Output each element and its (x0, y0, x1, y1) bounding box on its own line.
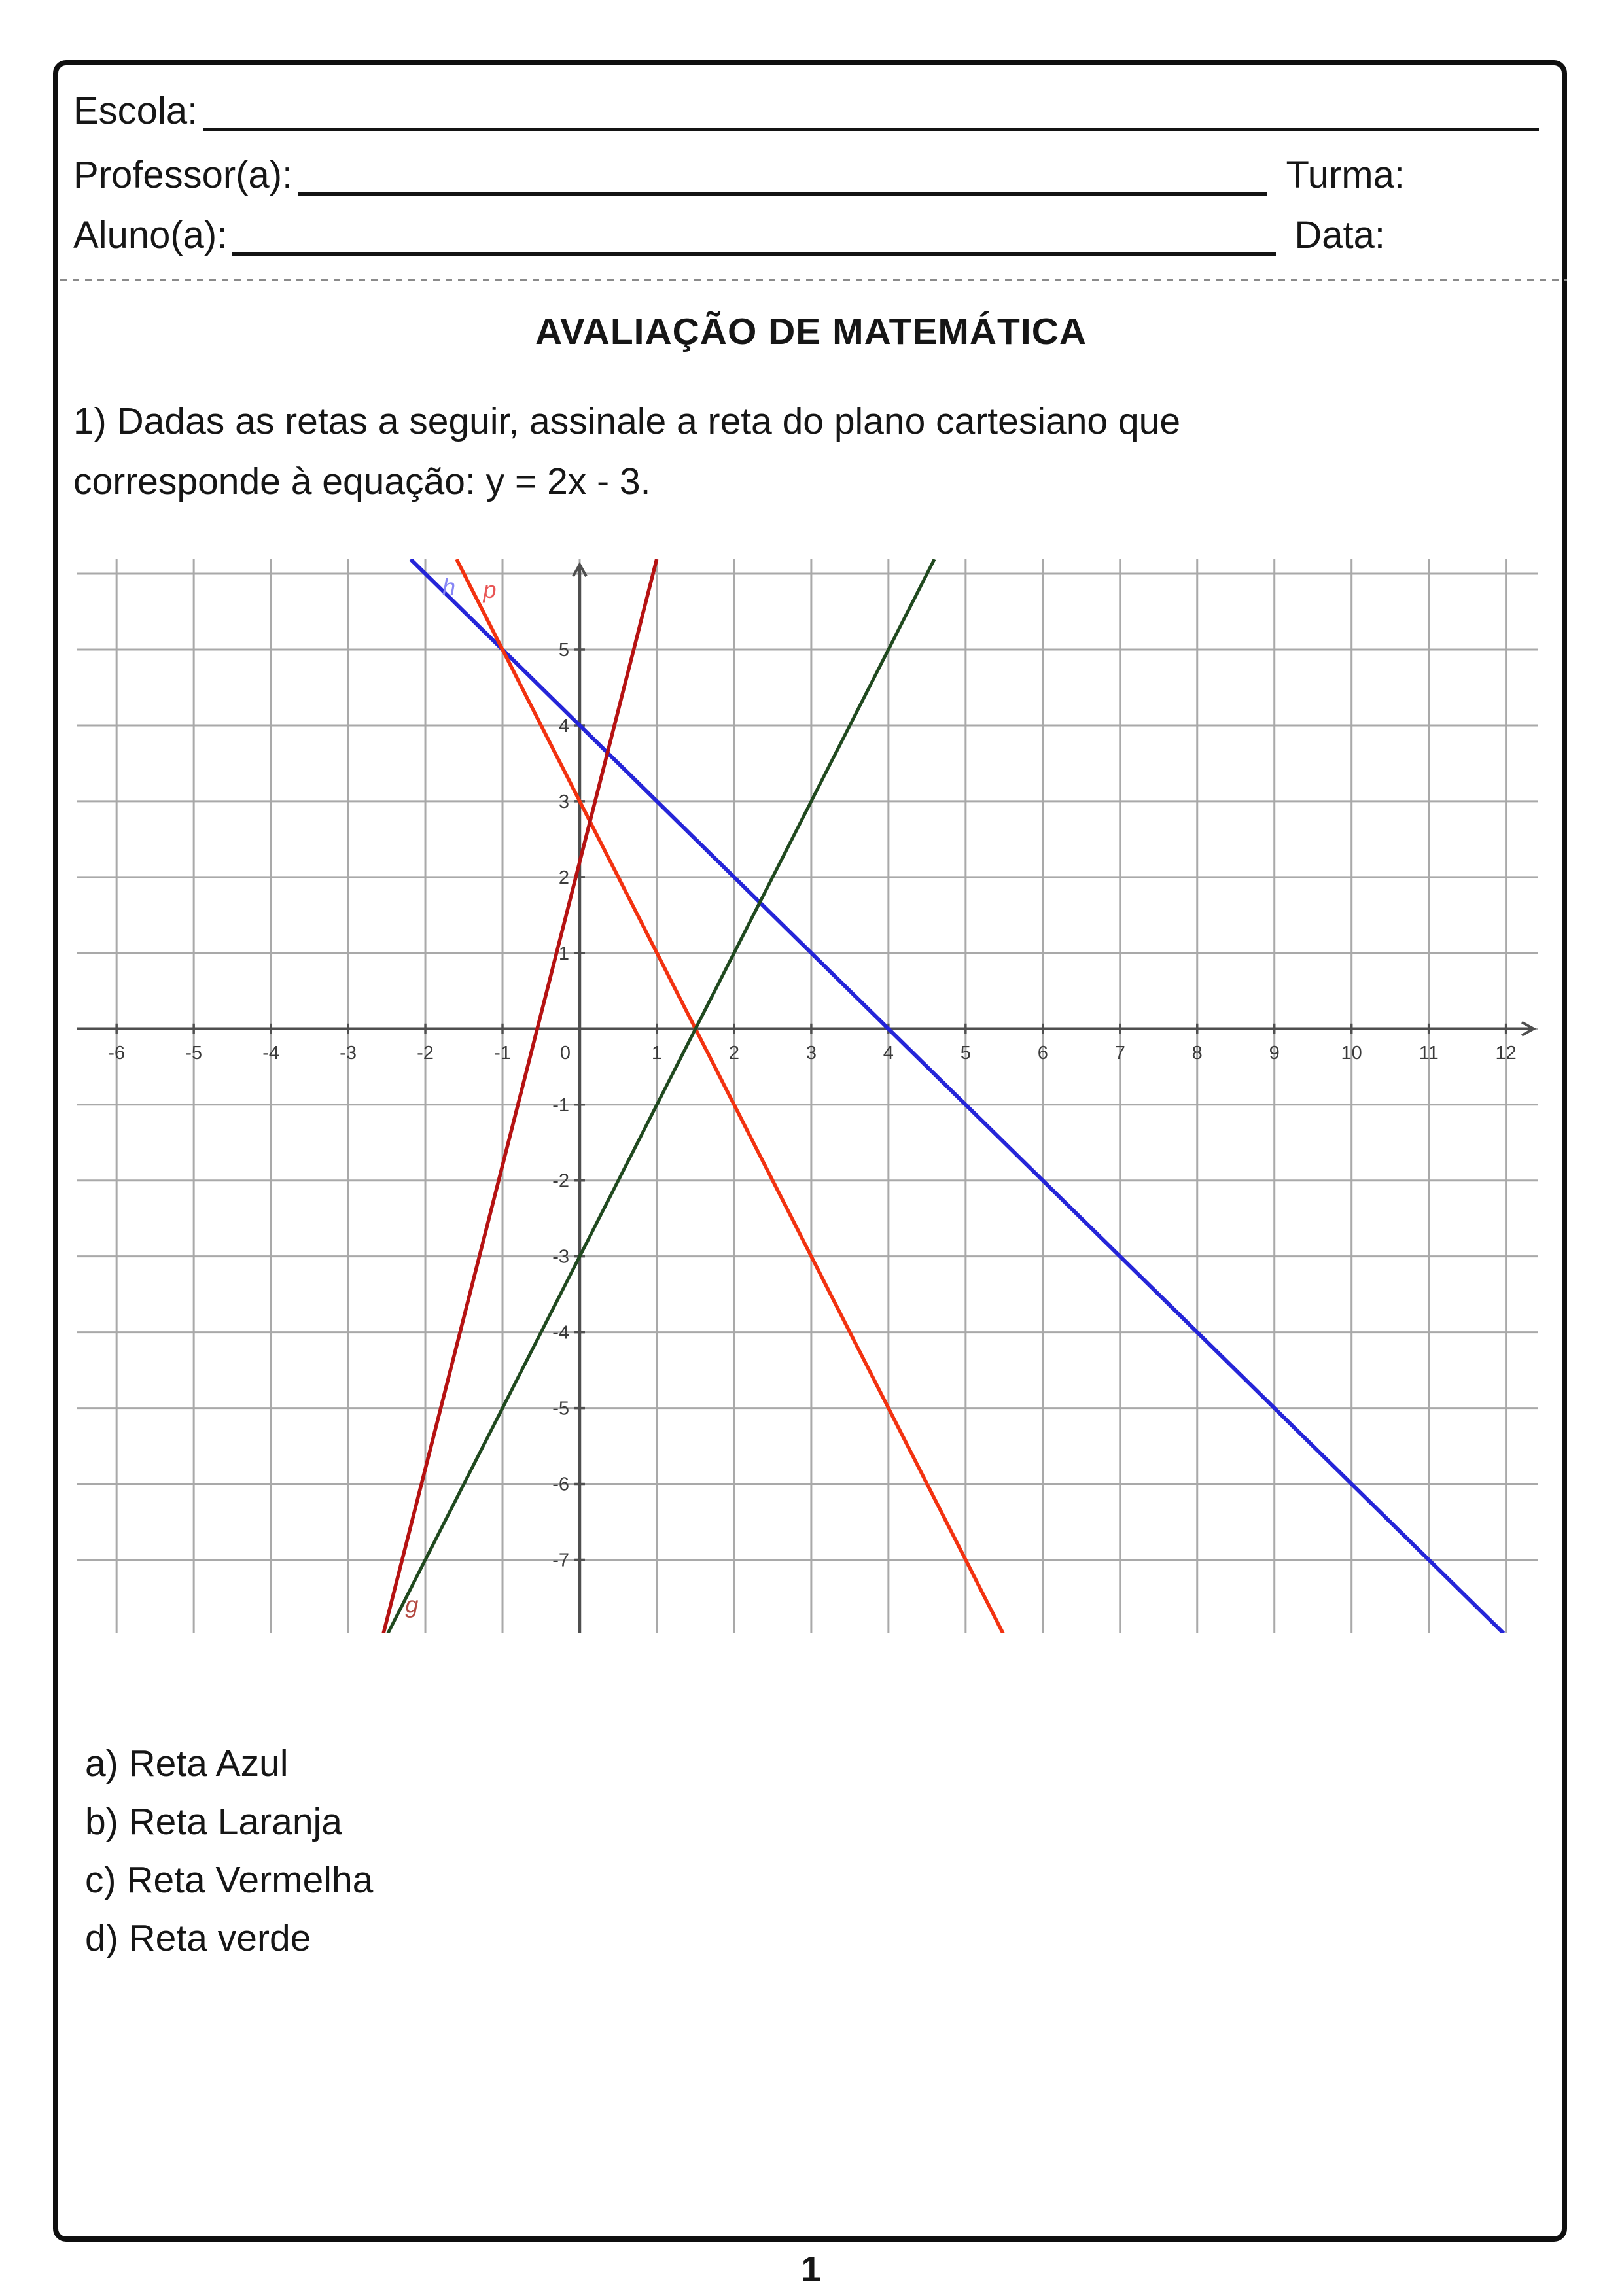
svg-text:-4: -4 (262, 1042, 280, 1064)
line-label-g: g (405, 1591, 419, 1618)
question-1-line-2: corresponde à equação: y = 2x - 3. (73, 461, 651, 502)
graph-grid (77, 559, 1538, 1633)
turma-label: Turma: (1286, 154, 1405, 196)
svg-text:-3: -3 (340, 1042, 357, 1064)
svg-text:8: 8 (1191, 1042, 1203, 1064)
svg-text:4: 4 (883, 1042, 894, 1064)
question-1-line-1: 1) Dadas as retas a seguir, assinale a reta do plano cartesiano que (73, 400, 1181, 442)
svg-text:1: 1 (651, 1042, 663, 1064)
aluno-label: Aluno(a): (73, 214, 228, 256)
graph-line-letters (405, 574, 496, 1618)
cartesian-plane-figure (77, 559, 1538, 1633)
svg-text:9: 9 (1269, 1042, 1280, 1064)
svg-text:3: 3 (805, 1042, 817, 1064)
svg-text:12: 12 (1495, 1042, 1517, 1064)
svg-text:-2: -2 (417, 1042, 434, 1064)
svg-text:0: 0 (559, 1042, 571, 1064)
option-c: c) Reta Vermelha (85, 1859, 374, 1901)
professor-blank-line (298, 154, 1267, 196)
svg-text:5: 5 (558, 639, 569, 661)
option-a: a) Reta Azul (85, 1743, 289, 1784)
reta-laranja (457, 559, 1003, 1633)
svg-text:-6: -6 (552, 1474, 569, 1495)
reta-verde (388, 559, 934, 1633)
field-row-escola (73, 90, 1539, 131)
line-label-p: p (483, 576, 497, 604)
svg-text:3: 3 (558, 791, 569, 812)
svg-text:-5: -5 (552, 1398, 569, 1419)
page-title: AVALIAÇÃO DE MATEMÁTICA (535, 311, 1087, 353)
svg-text:-2: -2 (552, 1170, 569, 1192)
field-row-professor (73, 154, 1405, 196)
svg-text:-3: -3 (552, 1246, 569, 1268)
escola-label: Escola: (73, 90, 198, 132)
question-1 (73, 391, 1552, 512)
reta-azul (411, 559, 1504, 1633)
graph-lines (383, 559, 1504, 1633)
aluno-blank-line (232, 215, 1276, 256)
line-label-h: h (442, 573, 456, 600)
svg-text:-1: -1 (494, 1042, 511, 1064)
svg-text:-7: -7 (552, 1550, 569, 1571)
svg-text:-6: -6 (108, 1042, 126, 1064)
answer-options (85, 1735, 1001, 1968)
svg-text:2: 2 (728, 1042, 739, 1064)
svg-text:4: 4 (558, 715, 569, 737)
svg-text:7: 7 (1114, 1042, 1125, 1064)
svg-text:-4: -4 (552, 1322, 569, 1344)
data-label: Data: (1294, 214, 1385, 256)
svg-text:2: 2 (558, 867, 569, 888)
svg-text:6: 6 (1037, 1042, 1048, 1064)
option-d: d) Reta verde (85, 1917, 311, 1959)
dashed-divider (60, 279, 1567, 281)
field-row-aluno (73, 215, 1385, 256)
escola-blank-line (203, 90, 1539, 131)
page-number: 1 (801, 2250, 821, 2289)
option-b: b) Reta Laranja (85, 1801, 342, 1843)
svg-text:-5: -5 (185, 1042, 203, 1064)
professor-label: Professor(a): (73, 154, 293, 196)
svg-text:10: 10 (1341, 1042, 1362, 1064)
svg-text:-1: -1 (552, 1094, 569, 1116)
svg-text:1: 1 (558, 943, 569, 964)
cartesian-plane-svg (77, 559, 1538, 1633)
svg-text:11: 11 (1419, 1042, 1439, 1064)
svg-text:5: 5 (960, 1042, 971, 1064)
